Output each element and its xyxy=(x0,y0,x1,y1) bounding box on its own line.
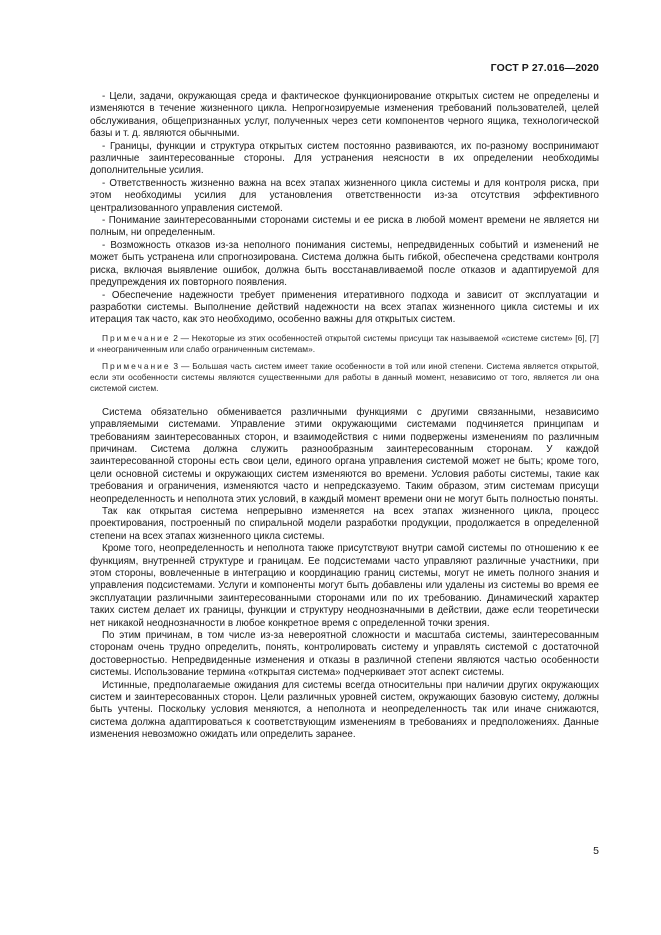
document-body xyxy=(90,91,599,742)
note-text: 2 — Некоторые из этих особенностей открытой системы присущи так называемой «системе систем» [6], [7] и «неограниченным или слабо ограниченным системам». xyxy=(90,332,600,354)
bullet-item: - Обеспечение надежности требует применения итеративного подхода и зависит от эксплуатации и разработки системы. Выполнение действий надежности на всех этапах жизненного цикла системы и их итерация так часто, как это необходимо, особенно важны для открытых систем. xyxy=(90,289,599,326)
note-2 xyxy=(90,333,599,355)
note-label: Примечание xyxy=(102,360,171,371)
bullet-item: - Границы, функции и структура открытых систем постоянно развиваются, их по-разному воспринимают различные заинтересованные стороны. Для устранения неясности в их определении необходимы дополнительные усилия. xyxy=(90,140,599,177)
paragraph: Так как открытая система непрерывно изменяется на всех этапах жизненного цикла, процесс проектирования, построенный по спиральной модели разработки продукции, продолжается в определенной степени на всех этапах жизненного цикла системы. xyxy=(90,505,599,542)
paragraph: Истинные, предполагаемые ожидания для системы всегда относительны при наличии других окружающих систем и заинтересованных сторон. Цели различных уровней систем, окружающих базовую систему, должны быть учтены. Поскольку условия меняются, а неполнота и неопределенность так или иначе снижаются, система должна адаптироваться к соответствующим изменениям в требованиях и предположениях. Данные изменения невозможно ожидать или определить заранее. xyxy=(90,679,599,741)
paragraph: По этим причинам, в том числе из-за невероятной сложности и масштаба системы, заинтересованным сторонам очень трудно определить, понять, контролировать систему и управлять системой с достаточной достоверностью. Непредвиденные изменения и отказы в различной степени являются частью особенности системы. Использование термина «открытая система» подчеркивает этот аспект системы. xyxy=(90,630,599,679)
bullet-item: - Цели, задачи, окружающая среда и фактическое функционирование открытых систем не определены и изменяются в течение жизненного цикла. Непрогнозируемые изменения требований пользователей, целей обслуживания, общепризнанных услуг, полученных через сети компонентов черного ящика, технологической базы и т. д. являются обычными. xyxy=(90,91,599,140)
note-label: Примечание xyxy=(102,332,171,343)
bullet-item: - Понимание заинтересованными сторонами системы и ее риска в любой момент времени не является ни полным, ни определенным. xyxy=(90,215,599,239)
paragraph: Кроме того, неопределенность и неполнота также присутствуют внутри самой системы по отношению к ее функциям, внутренней структуре и границам. Ее подсистемами часто управляют различные участники, при этом стороны, вовлеченные в интеграцию и координацию границ системы, могут не иметь полного знания и управления подсистемами. Услуги и компоненты могут быть добавлены или удалены из системы во время ее эксплуатации различными заинтересованными сторонами или по их требованию. Динамический характер таких систем делает их границы, функции и структуру неоднозначными в действии, даже если теоретически нет никакой неоднозначности в любое конкретное время с определенной точки зрения. xyxy=(90,543,599,629)
bullet-item: - Ответственность жизненно важна на всех этапах жизненного цикла системы и для контроля риска, при этом необходимы усилия для установления ответственности из-за отсутствия эффективного централизованного управления системой. xyxy=(90,177,599,214)
note-text: 3 — Большая часть систем имеет такие особенности в той или иной степени. Система является открытой, если эти особенности системы являются существенными для работы в данный момент, независимо от того, является ли она системой систем. xyxy=(90,360,600,393)
page-number: 5 xyxy=(593,845,599,857)
bullet-item: - Возможность отказов из-за неполного понимания системы, непредвиденных событий и изменений не может быть устранена или спрогнозирована. Система должна быть гибкой, обеспечена средствами контроля риска, включая выявление ошибок, должна быть восстанавливаемой после отказов и адаптируемой для предупреждения их повторного появления. xyxy=(90,239,599,289)
note-3 xyxy=(90,361,599,394)
paragraph: Система обязательно обменивается различными функциями с другими связанными, независимо управляемыми системами. Управление этими окружающими системами подчиняется принципам и требованиям заинтересованных сторон, и взаимодействия с ними подвержены изменениям по различным причинам. Система должна служить разнообразным заинтересованным сторонам. У каждой заинтересованной стороны есть свои цели, единого органа управления системой может не быть; кроме того, цели основной системы и окружающих систем изменяются во времени. Условия работы системы, такие как требования и ограничения, изменяются часто и непредсказуемо. Таким образом, этим системам присущи неопределенность и неполнота этих условий, в каждый момент времени они не могут быть полностью поняты. xyxy=(90,406,599,505)
standard-code-header: ГОСТ Р 27.016—2020 xyxy=(490,62,599,74)
